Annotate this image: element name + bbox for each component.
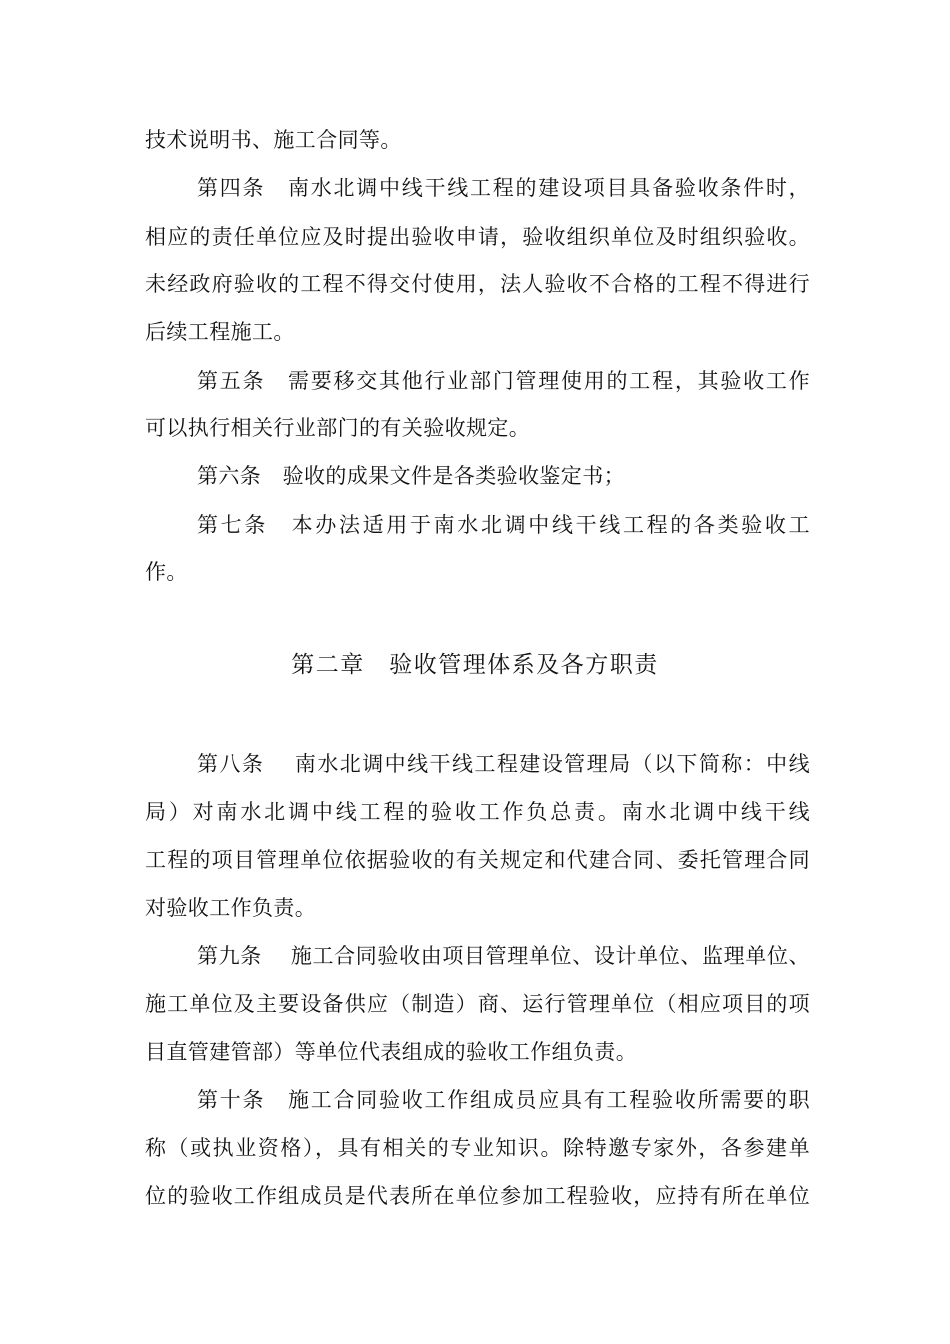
paragraph-line: 可以执行相关行业部门的有关验收规定。 bbox=[145, 416, 531, 440]
article-6-line: 第六条 验收的成果文件是各类验收鉴定书； bbox=[197, 464, 625, 488]
article-9-line: 第九条 施工合同验收由项目管理单位、设计单位、监理单位、 bbox=[197, 944, 810, 968]
paragraph-line: 作。 bbox=[145, 560, 188, 584]
chapter-heading: 第二章 验收管理体系及各方职责 bbox=[291, 652, 659, 678]
article-10-line: 第十条 施工合同验收工作组成员应具有工程验收所需要的职 bbox=[197, 1088, 810, 1112]
paragraph-line: 施工单位及主要设备供应（制造）商、运行管理单位（相应项目的项 bbox=[145, 992, 810, 1016]
paragraph-line: 位的验收工作组成员是代表所在单位参加工程验收，应持有所在单位 bbox=[145, 1184, 810, 1208]
article-8-line: 第八条 南水北调中线干线工程建设管理局（以下简称：中线 bbox=[197, 752, 810, 776]
paragraph-line: 对验收工作负责。 bbox=[145, 896, 317, 920]
paragraph-line: 未经政府验收的工程不得交付使用，法人验收不合格的工程不得进行 bbox=[145, 272, 810, 296]
paragraph-line: 技术说明书、施工合同等。 bbox=[145, 128, 402, 152]
article-5-line: 第五条 需要移交其他行业部门管理使用的工程，其验收工作 bbox=[197, 369, 810, 393]
paragraph-line: 局）对南水北调中线工程的验收工作负总责。南水北调中线干线 bbox=[145, 800, 810, 824]
paragraph-line: 相应的责任单位应及时提出验收申请，验收组织单位及时组织验收。 bbox=[145, 225, 810, 249]
paragraph-line: 工程的项目管理单位依据验收的有关规定和代建合同、委托管理合同 bbox=[145, 848, 810, 872]
paragraph-line: 后续工程施工。 bbox=[145, 320, 295, 344]
article-7-line: 第七条 本办法适用于南水北调中线干线工程的各类验收工 bbox=[197, 513, 810, 537]
article-4-line: 第四条 南水北调中线干线工程的建设项目具备验收条件时， bbox=[197, 176, 810, 200]
paragraph-line: 目直管建管部）等单位代表组成的验收工作组负责。 bbox=[145, 1040, 638, 1064]
paragraph-line: 称（或执业资格），具有相关的专业知识。除特邀专家外，各参建单 bbox=[145, 1136, 810, 1160]
